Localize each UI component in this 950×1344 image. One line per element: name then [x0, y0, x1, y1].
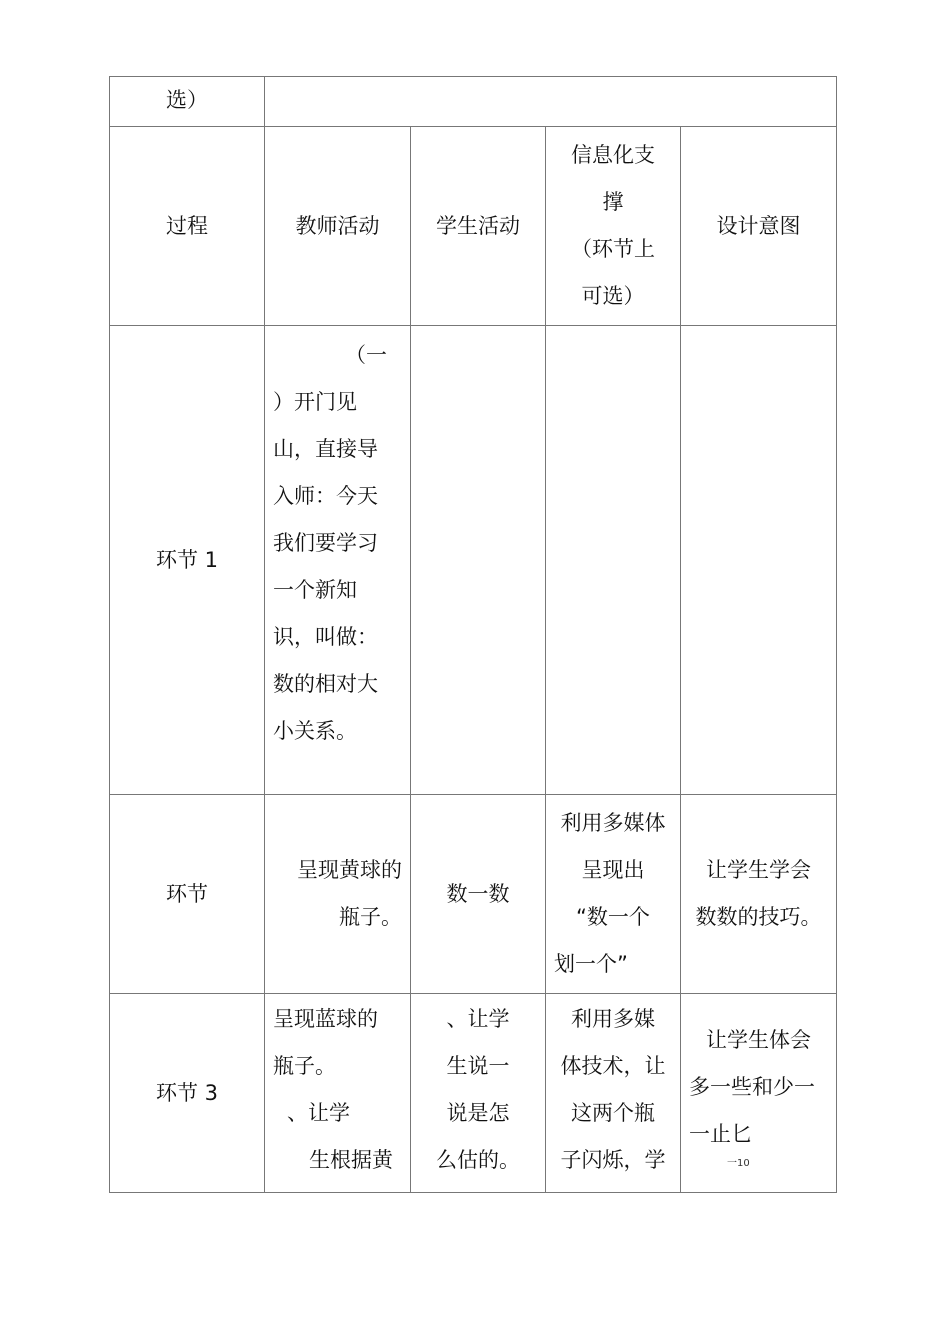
- cell-line: 划一个”: [554, 952, 628, 976]
- cell-line: 小关系。: [273, 719, 357, 743]
- table-row: [110, 795, 837, 994]
- cell-line: 子闪烁，学: [560, 1148, 666, 1172]
- cell-line: 瓶子。: [273, 1054, 336, 1078]
- cell-line: 么估的。: [436, 1148, 520, 1172]
- cell-text: 选）: [166, 88, 208, 112]
- cell-line: 体技术，让: [560, 1054, 666, 1078]
- header-design-intent: 设计意图: [681, 127, 837, 326]
- it-support-cell: [546, 795, 681, 994]
- table-row: [110, 994, 837, 1193]
- header-teacher-activity: 教师活动: [265, 127, 411, 326]
- design-intent-cell: [681, 795, 837, 994]
- cell-line: 这两个瓶: [571, 1101, 655, 1125]
- cell-line: 撑: [602, 190, 624, 214]
- cell-line: 呈现出: [581, 858, 645, 882]
- teacher-activity-cell: [265, 994, 411, 1193]
- cell-line: 说是怎: [446, 1101, 510, 1125]
- it-support-cell: [546, 994, 681, 1193]
- cell-line: 呈现黄球的: [297, 858, 402, 882]
- cell-line: 利用多媒体: [560, 811, 666, 835]
- cell-line: 利用多媒: [571, 1007, 655, 1031]
- it-support-cell: [546, 326, 681, 795]
- header-student-activity: 学生活动: [411, 127, 546, 326]
- table-row: [110, 326, 837, 795]
- stage-cell: 环节 3: [110, 994, 265, 1193]
- cell-line: 、让学: [287, 1101, 350, 1125]
- cell-line: 呈现蓝球的: [273, 1007, 378, 1031]
- cell-line: 让学生学会: [706, 858, 811, 882]
- teacher-activity-cell: [265, 326, 411, 795]
- header-it-support: [546, 127, 681, 326]
- cell-line: 多一些和少一: [689, 1074, 815, 1099]
- cell-line: （一: [345, 343, 387, 367]
- cell-footnote-text: 一10: [727, 1157, 750, 1169]
- stage-cell: 环节: [110, 795, 265, 994]
- cell-line: 瓶子。: [339, 905, 402, 929]
- cell-line: 可选）: [581, 284, 645, 308]
- cell-line: （环节上: [571, 237, 655, 261]
- lesson-plan-table: [109, 76, 837, 1193]
- design-intent-cell: [681, 994, 837, 1193]
- stage-cell: 环节 1: [110, 326, 265, 795]
- cell-line: 我们要学习: [273, 531, 378, 555]
- cell-line: 生根据黄: [309, 1148, 393, 1172]
- header-row: [110, 127, 837, 326]
- cell-line: “数一个: [576, 905, 650, 929]
- cell-line: 识，叫做：: [273, 625, 378, 649]
- cell-line: 一止匕: [689, 1121, 752, 1146]
- cell-line: ）开门见: [273, 390, 357, 414]
- merged-cell: [265, 77, 837, 127]
- cell-line: 、让学: [446, 1007, 510, 1031]
- cell-line: 信息化支: [571, 143, 655, 167]
- teacher-activity-cell: [265, 795, 411, 994]
- cell-line: 数的相对大: [273, 672, 378, 696]
- student-activity-cell: [411, 326, 546, 795]
- cell-line: 生说一: [446, 1054, 510, 1078]
- student-activity-cell: 数一数: [411, 795, 546, 994]
- student-activity-cell: [411, 994, 546, 1193]
- cell-line: 山，直接导: [273, 437, 378, 461]
- design-intent-cell: [681, 326, 837, 795]
- stage-cell-continued: [110, 77, 265, 127]
- cell-line: 让学生体会: [706, 1027, 811, 1052]
- cell-line: 一个新知: [273, 578, 357, 602]
- cell-line: 入师：今天: [273, 484, 378, 508]
- table-row: [110, 77, 837, 127]
- cell-line: 数数的技巧。: [695, 905, 822, 929]
- header-stage: 过程: [110, 127, 265, 326]
